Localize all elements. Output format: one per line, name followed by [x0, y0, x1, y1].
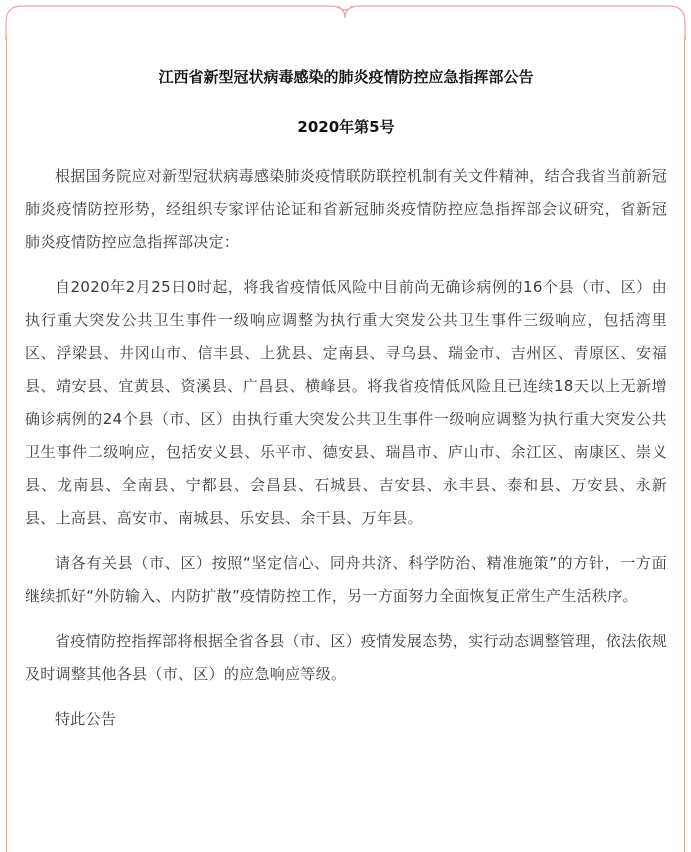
decorative-left-border: [6, 36, 7, 852]
paragraph-closing: 特此公告: [55, 710, 117, 728]
document-number: 2020年第5号: [297, 118, 395, 136]
paragraph-decision: 自2020年2月25日0时起，将我省疫情低风险中目前尚无确诊病例的16个县（市、区）由执行重大突发公共卫生事件一级响应调整为执行重大突发公共卫生事件三级响应，包括湾里区、浮梁县、井冈山市、信丰县、上犹县、定南县、寻乌县、瑞金市、吉州区、青原区、安福县、靖安县、宜黄县、资溪县、广昌县、横峰县。将我省疫情低风险且已连续18天以上无新增确诊病例的24个县（市、区）由执行重大突发公共卫生事件一级响应调整为执行重大突发公共卫生事件二级响应，包括安义县、乐平市、德安县、瑞昌市、庐山市、余江区、南康区、崇义县、龙南县、全南县、宁都县、会昌县、石城县、吉安县、永丰县、泰和县、万安县、永新县、上高县、高安市、南城县、乐安县、余干县、万年县。: [25, 278, 667, 527]
paragraph-requirements: 请各有关县（市、区）按照“坚定信心、同舟共济、科学防治、精准施策”的方针，一方面继续抓好“外防输入、内防扩散”疫情防控工作，另一方面努力全面恢复正常生产生活秩序。: [25, 554, 667, 605]
decorative-right-border: [684, 36, 685, 852]
paragraph-dynamic-adjustment: 省疫情防控指挥部将根据全省各县（市、区）疫情发展态势，实行动态调整管理，依法依规及时调整其他各县（市、区）的应急响应等级。: [25, 632, 668, 683]
announcement-title: 江西省新型冠状病毒感染的肺炎疫情防控应急指挥部公告: [158, 68, 534, 86]
paragraph-basis: 根据国务院应对新型冠状病毒感染肺炎疫情联防联控机制有关文件精神，结合我省当前新冠肺炎疫情防控形势，经组织专家评估论证和省新冠肺炎疫情防控应急指挥部会议研究，省新冠肺炎疫情防控应急指挥部决定：: [25, 167, 668, 251]
announcement-body: [25, 66, 667, 736]
decorative-top-border: [0, 0, 691, 40]
